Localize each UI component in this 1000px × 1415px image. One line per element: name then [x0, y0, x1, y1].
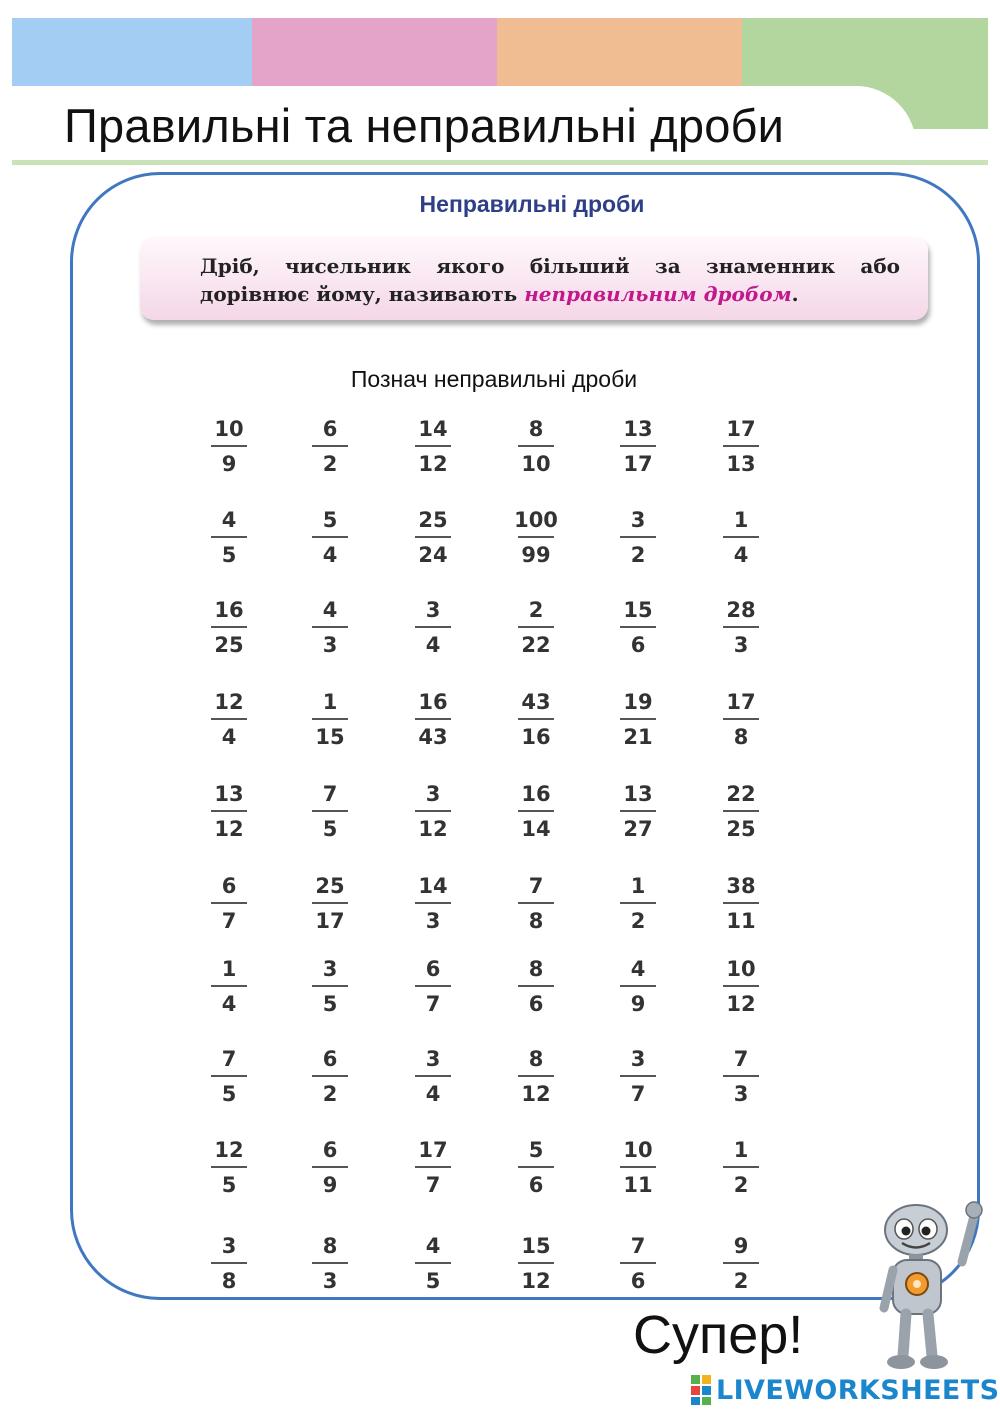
fraction-numerator: 25: [418, 508, 448, 532]
fraction-item[interactable]: [403, 690, 463, 749]
fraction-bar: [723, 536, 759, 538]
fraction-numerator: 17: [418, 1138, 448, 1162]
fraction-denominator: 4: [221, 725, 237, 749]
fraction-bar: [620, 1075, 656, 1077]
fraction-denominator: 99: [521, 543, 551, 567]
fraction-item[interactable]: [608, 782, 668, 841]
fraction-item[interactable]: [711, 690, 771, 749]
fraction-numerator: 4: [425, 1234, 441, 1258]
fraction-denominator: 8: [733, 725, 749, 749]
fraction-denominator: 7: [630, 1082, 646, 1106]
fraction-bar: [723, 810, 759, 812]
fraction-bar: [518, 1262, 554, 1264]
fraction-bar: [211, 1075, 247, 1077]
fraction-item[interactable]: [506, 782, 566, 841]
fraction-numerator: 43: [521, 690, 551, 714]
fraction-denominator: 3: [733, 633, 749, 657]
fraction-item[interactable]: [403, 1138, 463, 1197]
fraction-bar: [518, 445, 554, 447]
fraction-item[interactable]: [608, 1234, 668, 1293]
fraction-bar: [518, 536, 554, 538]
fraction-numerator: 6: [322, 1047, 338, 1071]
fraction-numerator: 3: [630, 508, 646, 532]
fraction-denominator: 17: [623, 452, 653, 476]
fraction-item[interactable]: [300, 1138, 360, 1197]
fraction-bar: [723, 1075, 759, 1077]
fraction-item[interactable]: [403, 874, 463, 933]
fraction-item[interactable]: [199, 690, 259, 749]
fraction-item[interactable]: [711, 1047, 771, 1106]
fraction-item[interactable]: [608, 690, 668, 749]
fraction-bar: [211, 1166, 247, 1168]
fraction-numerator: 9: [733, 1234, 749, 1258]
fraction-item[interactable]: [300, 782, 360, 841]
fraction-denominator: 9: [630, 992, 646, 1016]
fraction-denominator: 8: [528, 909, 544, 933]
fraction-bar: [620, 626, 656, 628]
fraction-numerator: 3: [425, 1047, 441, 1071]
fraction-denominator: 10: [521, 452, 551, 476]
fraction-bar: [723, 1166, 759, 1168]
fraction-denominator: 12: [418, 452, 448, 476]
fraction-denominator: 4: [322, 543, 338, 567]
fraction-denominator: 3: [733, 1082, 749, 1106]
fraction-bar: [415, 1262, 451, 1264]
fraction-denominator: 24: [418, 543, 448, 567]
fraction-denominator: 5: [221, 1082, 237, 1106]
instruction-text: Познач неправильні дроби: [350, 366, 638, 392]
fraction-numerator: 17: [726, 690, 756, 714]
definition-box: [140, 236, 928, 320]
fraction-numerator: 8: [528, 1047, 544, 1071]
fraction-numerator: 8: [528, 957, 544, 981]
fraction-bar: [723, 626, 759, 628]
fraction-numerator: 4: [322, 598, 338, 622]
fraction-numerator: 1: [733, 508, 749, 532]
fraction-numerator: 16: [214, 598, 244, 622]
fraction-bar: [415, 902, 451, 904]
fraction-denominator: 2: [733, 1173, 749, 1197]
fraction-bar: [312, 718, 348, 720]
fraction-numerator: 2: [528, 598, 544, 622]
fraction-bar: [415, 1166, 451, 1168]
fraction-numerator: 5: [528, 1138, 544, 1162]
fraction-denominator: 12: [521, 1269, 551, 1293]
fraction-numerator: 1: [221, 957, 237, 981]
fraction-item[interactable]: [506, 690, 566, 749]
title-underline: [12, 160, 988, 165]
fraction-denominator: 6: [630, 1269, 646, 1293]
fraction-item[interactable]: [403, 598, 463, 657]
fraction-denominator: 15: [315, 725, 345, 749]
fraction-denominator: 21: [623, 725, 653, 749]
fraction-item[interactable]: [199, 1047, 259, 1106]
fraction-numerator: 6: [425, 957, 441, 981]
fraction-numerator: 3: [425, 782, 441, 806]
liveworksheets-logo: [690, 1372, 999, 1408]
fraction-bar: [312, 1075, 348, 1077]
fraction-denominator: 3: [425, 909, 441, 933]
header-color-bar-blue: [12, 18, 252, 86]
fraction-denominator: 5: [322, 992, 338, 1016]
fraction-item[interactable]: [199, 1234, 259, 1293]
fraction-numerator: 10: [214, 417, 244, 441]
fraction-denominator: 12: [214, 817, 244, 841]
fraction-numerator: 10: [623, 1138, 653, 1162]
fraction-bar: [620, 1166, 656, 1168]
fraction-denominator: 3: [322, 1269, 338, 1293]
fraction-numerator: 13: [214, 782, 244, 806]
fraction-item[interactable]: [711, 1138, 771, 1197]
fraction-item[interactable]: [199, 508, 259, 567]
fraction-item[interactable]: [403, 1047, 463, 1106]
fraction-item[interactable]: [711, 598, 771, 657]
fraction-bar: [620, 902, 656, 904]
fraction-denominator: 12: [726, 992, 756, 1016]
fraction-item[interactable]: [506, 508, 566, 567]
fraction-bar: [723, 902, 759, 904]
fraction-bar: [723, 1262, 759, 1264]
fraction-bar: [415, 810, 451, 812]
fraction-bar: [211, 536, 247, 538]
fraction-denominator: 22: [521, 633, 551, 657]
fraction-item[interactable]: [506, 598, 566, 657]
fraction-bar: [312, 985, 348, 987]
definition-term: неправильним дробом: [524, 282, 792, 306]
fraction-numerator: 1: [630, 874, 646, 898]
liveworksheets-brand-text: LIVEWORKSHEETS: [716, 1374, 1000, 1406]
fraction-item[interactable]: [506, 1234, 566, 1293]
header-color-bar-orange: [497, 18, 742, 86]
fraction-item[interactable]: [403, 417, 463, 476]
fraction-denominator: 11: [726, 909, 756, 933]
fraction-denominator: 2: [630, 909, 646, 933]
fraction-numerator: 17: [726, 417, 756, 441]
fraction-denominator: 4: [733, 543, 749, 567]
fraction-numerator: 16: [521, 782, 551, 806]
fraction-bar: [620, 810, 656, 812]
fraction-denominator: 43: [418, 725, 448, 749]
fraction-denominator: 2: [322, 1082, 338, 1106]
page-title: Правильні та неправильні дроби: [64, 99, 785, 152]
fraction-bar: [518, 1166, 554, 1168]
fraction-denominator: 2: [733, 1269, 749, 1293]
fraction-numerator: 3: [425, 598, 441, 622]
fraction-bar: [211, 626, 247, 628]
fraction-numerator: 15: [521, 1234, 551, 1258]
fraction-item[interactable]: [711, 782, 771, 841]
fraction-bar: [518, 626, 554, 628]
fraction-numerator: 4: [630, 957, 646, 981]
fraction-item[interactable]: [199, 1138, 259, 1197]
fraction-numerator: 3: [630, 1047, 646, 1071]
fraction-numerator: 22: [726, 782, 756, 806]
fraction-denominator: 13: [726, 452, 756, 476]
fraction-item[interactable]: [506, 417, 566, 476]
fraction-bar: [211, 810, 247, 812]
fraction-numerator: 28: [726, 598, 756, 622]
fraction-denominator: 7: [221, 909, 237, 933]
fraction-denominator: 6: [630, 633, 646, 657]
fraction-item[interactable]: [608, 1047, 668, 1106]
fraction-numerator: 12: [214, 1138, 244, 1162]
fraction-item[interactable]: [403, 782, 463, 841]
fraction-denominator: 7: [425, 1173, 441, 1197]
fraction-denominator: 16: [521, 725, 551, 749]
fraction-item[interactable]: [300, 1234, 360, 1293]
fraction-denominator: 4: [425, 633, 441, 657]
fraction-bar: [312, 902, 348, 904]
fraction-denominator: 4: [221, 992, 237, 1016]
fraction-item[interactable]: [711, 1234, 771, 1293]
fraction-denominator: 25: [726, 817, 756, 841]
fraction-bar: [415, 718, 451, 720]
fraction-item[interactable]: [608, 1138, 668, 1197]
fraction-denominator: 25: [214, 633, 244, 657]
fraction-item[interactable]: [403, 957, 463, 1016]
praise-text: Супер!: [633, 1305, 804, 1365]
fraction-item[interactable]: [711, 957, 771, 1016]
fraction-denominator: 27: [623, 817, 653, 841]
fraction-item[interactable]: [711, 508, 771, 567]
fraction-bar: [620, 1262, 656, 1264]
fraction-bar: [211, 902, 247, 904]
definition-text: Дріб, чисельник якого більший за знаменник або дорівнює йому, називають: [200, 254, 900, 306]
fraction-numerator: 7: [221, 1047, 237, 1071]
fraction-item[interactable]: [506, 1138, 566, 1197]
fraction-numerator: 7: [733, 1047, 749, 1071]
fraction-bar: [211, 1262, 247, 1264]
fraction-bar: [518, 985, 554, 987]
fraction-bar: [415, 985, 451, 987]
fraction-numerator: 15: [623, 598, 653, 622]
fraction-numerator: 38: [726, 874, 756, 898]
fraction-bar: [518, 902, 554, 904]
fraction-bar: [415, 536, 451, 538]
fraction-numerator: 8: [528, 417, 544, 441]
section-title: Неправильні дроби: [419, 191, 645, 217]
fraction-denominator: 5: [425, 1269, 441, 1293]
fraction-denominator: 5: [221, 543, 237, 567]
fraction-bar: [723, 718, 759, 720]
fraction-denominator: 2: [322, 452, 338, 476]
fraction-denominator: 8: [221, 1269, 237, 1293]
fraction-bar: [723, 445, 759, 447]
fraction-bar: [415, 445, 451, 447]
fraction-denominator: 6: [528, 1173, 544, 1197]
fraction-numerator: 1: [322, 690, 338, 714]
fraction-item[interactable]: [300, 1047, 360, 1106]
fraction-denominator: 12: [418, 817, 448, 841]
fraction-numerator: 6: [322, 1138, 338, 1162]
fraction-bar: [518, 810, 554, 812]
fraction-item[interactable]: [608, 957, 668, 1016]
fraction-numerator: 5: [322, 508, 338, 532]
fraction-numerator: 6: [322, 417, 338, 441]
fraction-item[interactable]: [506, 957, 566, 1016]
fraction-denominator: 11: [623, 1173, 653, 1197]
fraction-numerator: 12: [214, 690, 244, 714]
fraction-denominator: 9: [221, 452, 237, 476]
fraction-bar: [620, 718, 656, 720]
fraction-numerator: 14: [418, 874, 448, 898]
fraction-bar: [620, 985, 656, 987]
fraction-bar: [211, 445, 247, 447]
fraction-item[interactable]: [199, 417, 259, 476]
fraction-numerator: 3: [322, 957, 338, 981]
fraction-bar: [518, 1075, 554, 1077]
fraction-bar: [312, 1262, 348, 1264]
fraction-item[interactable]: [403, 1234, 463, 1293]
fraction-numerator: 7: [322, 782, 338, 806]
fraction-bar: [312, 445, 348, 447]
fraction-numerator: 7: [630, 1234, 646, 1258]
fraction-bar: [723, 985, 759, 987]
liveworksheets-logo-icon: [690, 1374, 712, 1406]
fraction-numerator: 25: [315, 874, 345, 898]
fraction-denominator: 6: [528, 992, 544, 1016]
fraction-item[interactable]: [711, 874, 771, 933]
fraction-bar: [620, 445, 656, 447]
fraction-numerator: 13: [623, 417, 653, 441]
fraction-item[interactable]: [608, 508, 668, 567]
fraction-item[interactable]: [300, 417, 360, 476]
fraction-item[interactable]: [608, 417, 668, 476]
fraction-denominator: 3: [322, 633, 338, 657]
fraction-numerator: 10: [726, 957, 756, 981]
fraction-bar: [211, 985, 247, 987]
fraction-numerator: 8: [322, 1234, 338, 1258]
fraction-item[interactable]: [711, 417, 771, 476]
fraction-denominator: 14: [521, 817, 551, 841]
fraction-item[interactable]: [608, 874, 668, 933]
fraction-item[interactable]: [403, 508, 463, 567]
fraction-numerator: 1: [733, 1138, 749, 1162]
fraction-numerator: 100: [514, 508, 558, 532]
fraction-numerator: 6: [221, 874, 237, 898]
fraction-bar: [415, 1075, 451, 1077]
fraction-numerator: 7: [528, 874, 544, 898]
fraction-bar: [518, 718, 554, 720]
fraction-item[interactable]: [199, 598, 259, 657]
fraction-item[interactable]: [199, 782, 259, 841]
fraction-item[interactable]: [300, 690, 360, 749]
fraction-item[interactable]: [300, 598, 360, 657]
fraction-bar: [620, 536, 656, 538]
definition-end: .: [791, 282, 799, 306]
fraction-item[interactable]: [506, 1047, 566, 1106]
fraction-numerator: 16: [418, 690, 448, 714]
fraction-item[interactable]: [506, 874, 566, 933]
fraction-denominator: 7: [425, 992, 441, 1016]
fraction-item[interactable]: [608, 598, 668, 657]
fraction-denominator: 5: [322, 817, 338, 841]
fraction-numerator: 4: [221, 508, 237, 532]
fraction-item[interactable]: [300, 957, 360, 1016]
fraction-item[interactable]: [300, 874, 360, 933]
fraction-bar: [312, 810, 348, 812]
fraction-denominator: 9: [322, 1173, 338, 1197]
fraction-bar: [312, 1166, 348, 1168]
fraction-numerator: 13: [623, 782, 653, 806]
fraction-bar: [312, 626, 348, 628]
header-color-bar-green: [742, 18, 988, 86]
fraction-bar: [211, 718, 247, 720]
robot-mascot-icon: [876, 1196, 986, 1378]
header-color-bar-pink: [252, 18, 497, 86]
fraction-numerator: 19: [623, 690, 653, 714]
fraction-bar: [415, 626, 451, 628]
fraction-denominator: 5: [221, 1173, 237, 1197]
fraction-numerator: 14: [418, 417, 448, 441]
fraction-item[interactable]: [199, 874, 259, 933]
fraction-bar: [312, 536, 348, 538]
fraction-item[interactable]: [199, 957, 259, 1016]
fraction-denominator: 4: [425, 1082, 441, 1106]
fraction-denominator: 17: [315, 909, 345, 933]
fraction-denominator: 12: [521, 1082, 551, 1106]
fraction-numerator: 3: [221, 1234, 237, 1258]
fraction-item[interactable]: [300, 508, 360, 567]
fraction-denominator: 2: [630, 543, 646, 567]
